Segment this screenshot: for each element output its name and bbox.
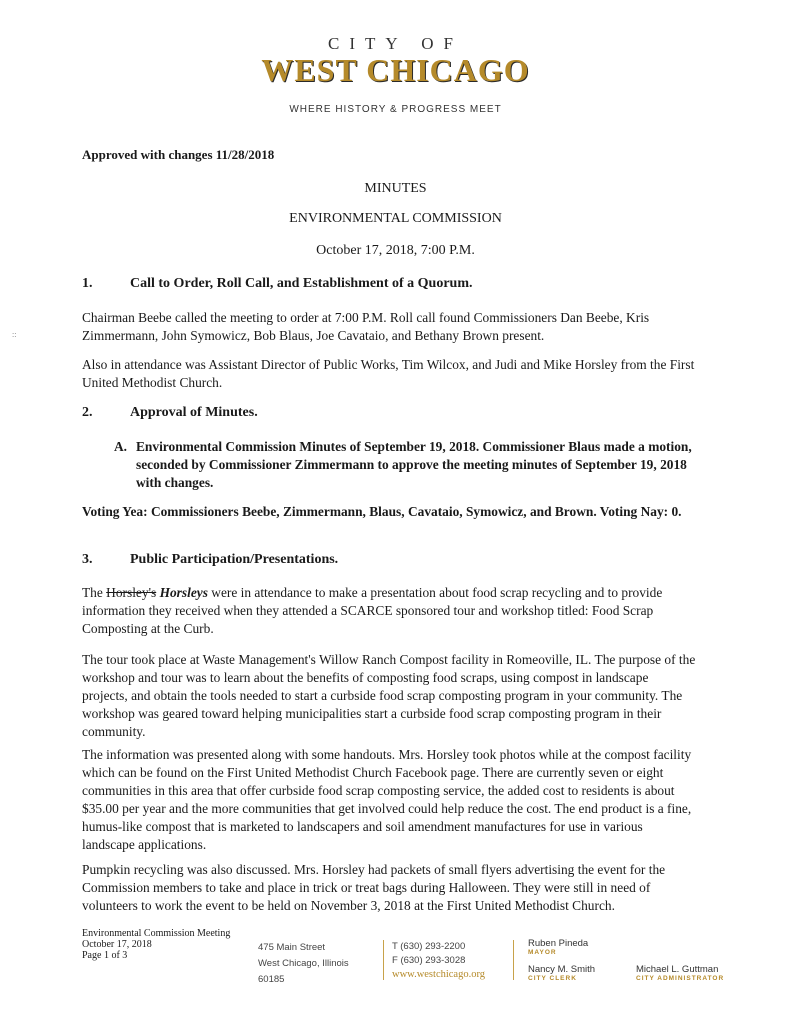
address-city: West Chicago, Illinois xyxy=(258,958,349,969)
section-3-heading xyxy=(82,552,338,568)
footer-contact xyxy=(392,940,485,982)
city-of-label: CITY OF xyxy=(327,34,463,53)
information-paragraph: The information was presented along with some handouts. Mrs. Horsley took photos while at the compost facility which can be found on the First United Methodist Church Facebook page. There are currently seven or eight communities in this area that offer curbside food scrap composting service, the added cost to residents is about $35.00 per year and the more communities that get involved could help reduce the cost. The end product is a fine, humus-like compost that is marketed to landscapers and soil amendment manufactures for use in various landscape applications. xyxy=(82,747,692,852)
footer-document-info xyxy=(82,928,230,961)
inserted-text: Horsleys xyxy=(159,585,208,600)
official-name: Ruben Pineda xyxy=(528,938,589,949)
text-prefix: The xyxy=(82,585,107,600)
presentation-paragraph xyxy=(82,584,697,638)
footer-doc-date: October 17, 2018 xyxy=(82,939,152,950)
section-2-heading xyxy=(82,405,258,421)
section-1-heading xyxy=(82,276,473,292)
section-title: Public Participation/Presentations. xyxy=(130,552,339,567)
item-letter: A. xyxy=(114,439,128,454)
city-logo: WEST CHICAGO xyxy=(261,52,530,88)
official-title: MAYOR xyxy=(528,949,557,956)
official-city-administrator xyxy=(636,964,724,982)
struck-text: Horsley's xyxy=(106,585,157,600)
section-title: Call to Order, Roll Call, and Establishment of a Quorum. xyxy=(130,276,473,291)
section-title: Approval of Minutes. xyxy=(130,405,258,420)
section-number: 2. xyxy=(82,405,93,420)
footer-page-number: Page 1 of 3 xyxy=(82,950,128,961)
official-name: Nancy M. Smith xyxy=(528,964,596,975)
footer-divider xyxy=(513,940,514,980)
margin-mark: :: xyxy=(12,330,17,339)
address-street: 475 Main Street xyxy=(258,942,326,953)
official-title: CITY CLERK xyxy=(528,975,577,982)
official-title: CITY ADMINISTRATOR xyxy=(636,975,725,982)
city-tagline: WHERE HISTORY & PROGRESS MEET xyxy=(289,104,502,115)
official-name: Michael L. Guttman xyxy=(636,964,719,975)
phone-number: T (630) 293-2200 xyxy=(392,941,466,952)
address-zip: 60185 xyxy=(258,974,285,985)
item-text: Environmental Commission Minutes of September 19, 2018. Commissioner Blaus made a motion, seconded by Commissioner Zimmermann to approve the meeting minutes of September 19, 2018 with changes. xyxy=(136,439,692,490)
official-city-clerk xyxy=(528,964,595,982)
footer-divider xyxy=(383,940,384,980)
approved-note: Approved with changes 11/28/2018 xyxy=(82,147,275,162)
minutes-approval-item xyxy=(114,438,696,492)
pumpkin-paragraph: Pumpkin recycling was also discussed. Mrs. Horsley had packets of small flyers advertising the event for the Commission members to take and place in trick or treat bags during Halloween. They were still in need of volunteers to work the event to be held on November 3, 2018 at the First United Methodist Church. xyxy=(82,862,666,913)
tour-paragraph: The tour took place at Waste Management's Willow Ranch Compost facility in Romeoville, IL. The purpose of the workshop and tour was to learn about the benefits of composting food scraps, using compost in landscape projects, and obtain the tools needed to start a curbside food scrap composting program in your community. The workshop was geared toward helping municipalities start a curbside food scrap composting program in their community. xyxy=(82,652,696,739)
text-rest: were in attendance to make a presentation about food scrap recycling and to provide information they received when they attended a SCARCE sponsored tour and workshop titled: Food Scrap Composting at the Curb. xyxy=(82,585,663,636)
fax-number: F (630) 293-3028 xyxy=(392,955,466,966)
document-title: MINUTES xyxy=(364,181,427,196)
meeting-date: October 17, 2018, 7:00 P.M. xyxy=(316,243,475,258)
website-link[interactable]: www.westchicago.org xyxy=(392,969,486,980)
roll-call-paragraph: Chairman Beebe called the meeting to order at 7:00 P.M. Roll call found Commissioners Dan Beebe, Kris Zimmermann, John Symowicz, Bob Blaus, Joe Cavataio, and Bethany Brown present. xyxy=(82,310,650,343)
section-number: 1. xyxy=(82,276,93,291)
footer-address xyxy=(258,940,349,988)
attendance-paragraph: Also in attendance was Assistant Director of Public Works, Tim Wilcox, and Judi and Mike Horsley from the First United Methodist Church. xyxy=(82,357,695,390)
official-mayor xyxy=(528,938,588,956)
section-number: 3. xyxy=(82,552,93,567)
vote-result: Voting Yea: Commissioners Beebe, Zimmermann, Blaus, Cavataio, Symowicz, and Brown. Voting Nay: 0. xyxy=(82,504,682,519)
footer-doc-name: Environmental Commission Meeting xyxy=(82,928,231,939)
commission-name: ENVIRONMENTAL COMMISSION xyxy=(289,211,502,226)
